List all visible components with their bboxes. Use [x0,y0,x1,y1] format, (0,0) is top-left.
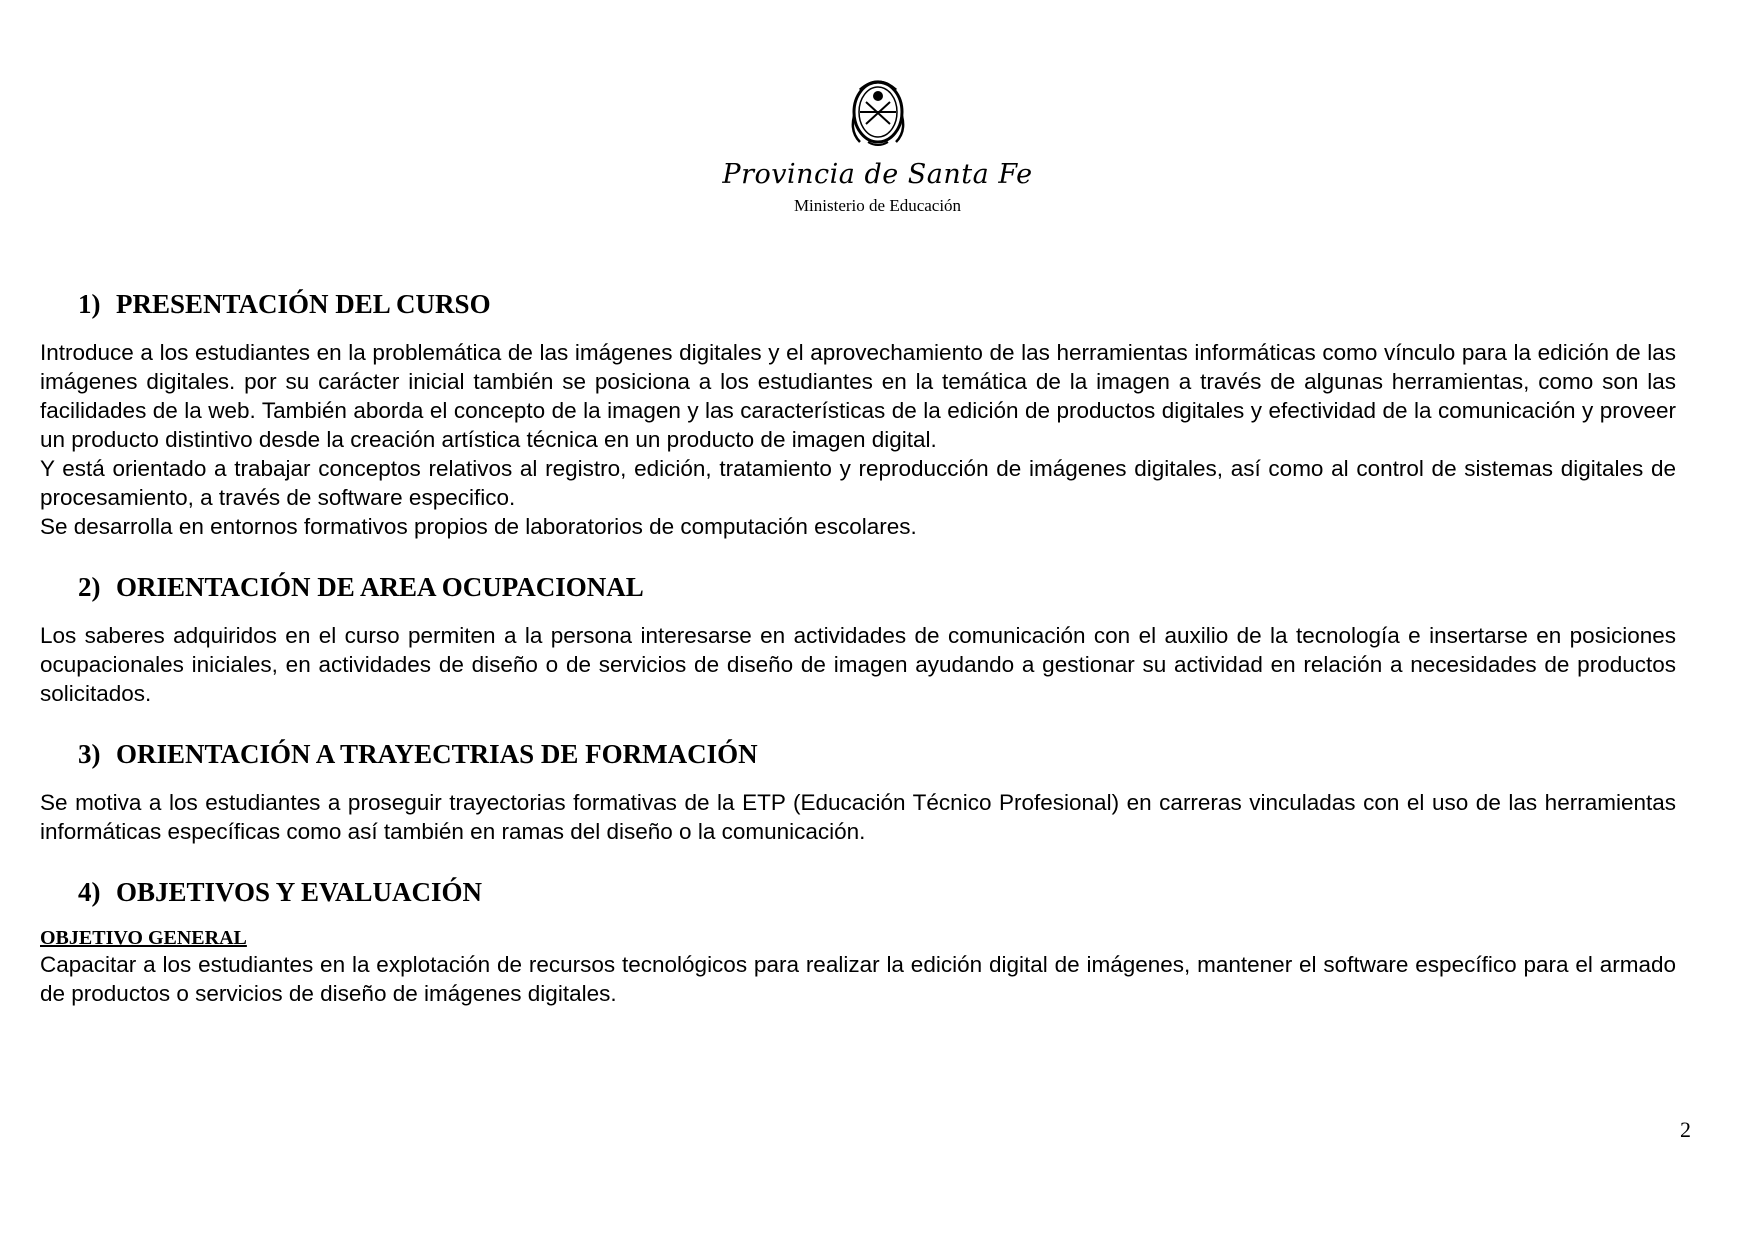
section-orientacion-area [40,571,1676,708]
document-header [0,72,1755,216]
paragraph: Se desarrolla en entornos formativos propios de laboratorios de computación escolares. [40,514,917,539]
paragraph: Capacitar a los estudiantes en la explotación de recursos tecnológicos para realizar la edición digital de imágenes, mantener el software específico para el armado de productos o servicios de diseño de imágenes digitales. [40,952,1676,1006]
section-title [78,876,1676,908]
section-title-text: PRESENTACIÓN DEL CURSO [116,289,491,319]
section-number: 1) [78,289,101,319]
section-title-text: ORIENTACIÓN DE AREA OCUPACIONAL [116,572,644,602]
paragraph: Se motiva a los estudiantes a proseguir trayectorias formativas de la ETP (Educación Técnico Profesional) en carreras vinculadas con el uso de las herramientas informáticas específicas como así también en ramas del diseño o la comunicación. [40,790,1676,844]
section-title [78,288,1676,320]
paragraph: Y está orientado a trabajar conceptos relativos al registro, edición, tratamiento y reproducción de imágenes digitales, así como al control de sistemas digitales de procesamiento, a través de software especifico. [40,456,1676,510]
section-number: 4) [78,877,101,907]
section-number: 3) [78,739,101,769]
page-number: 2 [1680,1117,1691,1142]
section-orientacion-trayectorias [40,738,1676,846]
section-title-text: OBJETIVOS Y EVALUACIÓN [116,877,483,907]
paragraph: Introduce a los estudiantes en la problemática de las imágenes digitales y el aprovechamiento de las herramientas informáticas como vínculo para la edición de las imágenes digitales. por su carácter inicial también se posiciona a los estudiantes en la temática de la imagen a través de algunas herramientas, como son las facilidades de la web. También aborda el concepto de la imagen y las características de la edición de productos digitales y efectividad de la comunicación y proveer un producto distintivo desde la creación artística técnica en un producto de imagen digital. [40,340,1676,452]
coat-of-arms-icon [846,72,910,148]
section-title [78,571,1676,603]
section-objetivos [40,876,1676,1008]
paragraph: Los saberes adquiridos en el curso permiten a la persona interesarse en actividades de comunicación con el auxilio de la tecnología e insertarse en posiciones ocupacionales iniciales, en actividades de diseño o de servicios de diseño de imagen ayudando a gestionar su actividad en relación a necesidades de productos solicitados. [40,623,1676,706]
section-presentacion [40,288,1676,541]
document-body [40,288,1676,1038]
subheading-objetivo-general: OBJETIVO GENERAL [40,927,247,949]
section-title-text: ORIENTACIÓN A TRAYECTRIAS DE FORMACIÓN [116,739,758,769]
ministry-name: Ministerio de Educación [793,196,962,215]
province-name: Provincia de Santa Fe [722,159,1033,190]
section-number: 2) [78,572,101,602]
section-title [78,738,1676,770]
